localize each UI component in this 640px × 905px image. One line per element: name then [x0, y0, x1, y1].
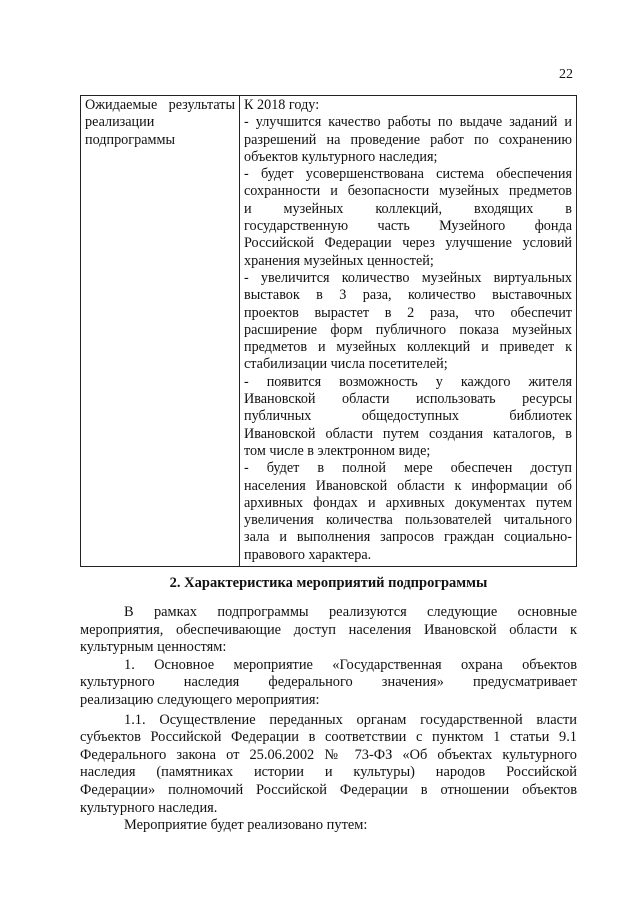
content-line: - увеличится количество музейных виртуальных [244, 269, 572, 286]
content-line: - будет усовершенствована система обеспечения [244, 166, 572, 183]
expected-results-table [80, 95, 577, 567]
body-line: 1.1. Осуществление переданных органам государственной власти [124, 711, 577, 728]
section-heading: 2. Характеристика мероприятий подпрограммы [169, 575, 488, 591]
content-line: и музейных коллекций, входящих в [244, 200, 572, 217]
content-line: проектов вырастет в 2 раза, что обеспечит [244, 304, 572, 321]
content-line: сохранности и безопасности музейных предметов [244, 183, 572, 200]
content-line: К 2018 году: [244, 97, 320, 113]
content-line: - улучшится качество работы по выдаче заданий и [244, 114, 572, 131]
body-line: культурным ценностям: [80, 639, 227, 656]
label-line: подпрограммы [85, 131, 175, 148]
body-line: Мероприятие будет реализовано путем: [124, 817, 368, 834]
content-line: Ивановской области путем создания каталогов, в [244, 425, 572, 442]
content-line: выставок в 3 раза, количество выставочных [244, 287, 572, 304]
table-label-cell [81, 96, 240, 567]
content-line: объектов культурного наследия; [244, 148, 438, 165]
body-line: субъектов Российской Федерации в соответствии с пунктом 1 статьи 9.1 [80, 729, 577, 746]
body-line: Федерального закона от 25.06.2002 № 73-ФЗ «Об объектах культурного [80, 746, 577, 763]
content-line: населения Ивановской области к информации об [244, 477, 572, 494]
content-line: Ивановской области использовать ресурсы [244, 391, 572, 408]
content-line: Российской Федерации через улучшение условий [244, 235, 572, 252]
body-line: культурного наследия федерального значения» предусматривает [80, 674, 577, 691]
body-line: Федерации» полномочий Российской Федерации в отношении объектов [80, 781, 577, 798]
body-line: мероприятия, обеспечивающие доступ населения Ивановской области к [80, 621, 577, 638]
page-number: 22 [559, 67, 573, 82]
content-line: - появится возможность у каждого жителя [244, 373, 572, 390]
content-line: архивных фондах и архивных документах путем [244, 494, 572, 511]
content-line: публичных общедоступных библиотек [244, 408, 572, 425]
content-line: хранения музейных ценностей; [244, 252, 434, 269]
content-line: расширение форм публичного показа музейных [244, 321, 572, 338]
body-line: культурного наследия. [80, 799, 218, 816]
table-content-cell [240, 96, 577, 567]
body-line: наследия (памятниках истории и культуры) народов Российской [80, 764, 577, 781]
content-line: правового характера. [244, 546, 372, 563]
body-line: реализацию следующего мероприятия: [80, 691, 320, 708]
body-line: В рамках подпрограммы реализуются следующие основные [124, 604, 577, 620]
label-line: реализации [85, 114, 155, 131]
label-line: Ожидаемые результаты [85, 97, 235, 113]
table-row [81, 96, 577, 567]
body-line: 1. Основное мероприятие «Государственная охрана объектов [124, 656, 577, 673]
content-line: зала и выполнения запросов граждан социально- [244, 529, 572, 546]
content-line: разрешений на проведение работ по сохранению [244, 131, 572, 148]
body-text [80, 604, 577, 835]
content-line: увеличения количества пользователей читального [244, 512, 572, 529]
content-line: том числе в электронном виде; [244, 442, 431, 459]
content-line: - будет в полной мере обеспечен доступ [244, 460, 572, 477]
content-line: государственную часть Музейного фонда [244, 218, 572, 235]
content-line: предметов и музейных коллекций и приведет к [244, 339, 572, 356]
content-line: стабилизации числа посетителей; [244, 356, 448, 373]
